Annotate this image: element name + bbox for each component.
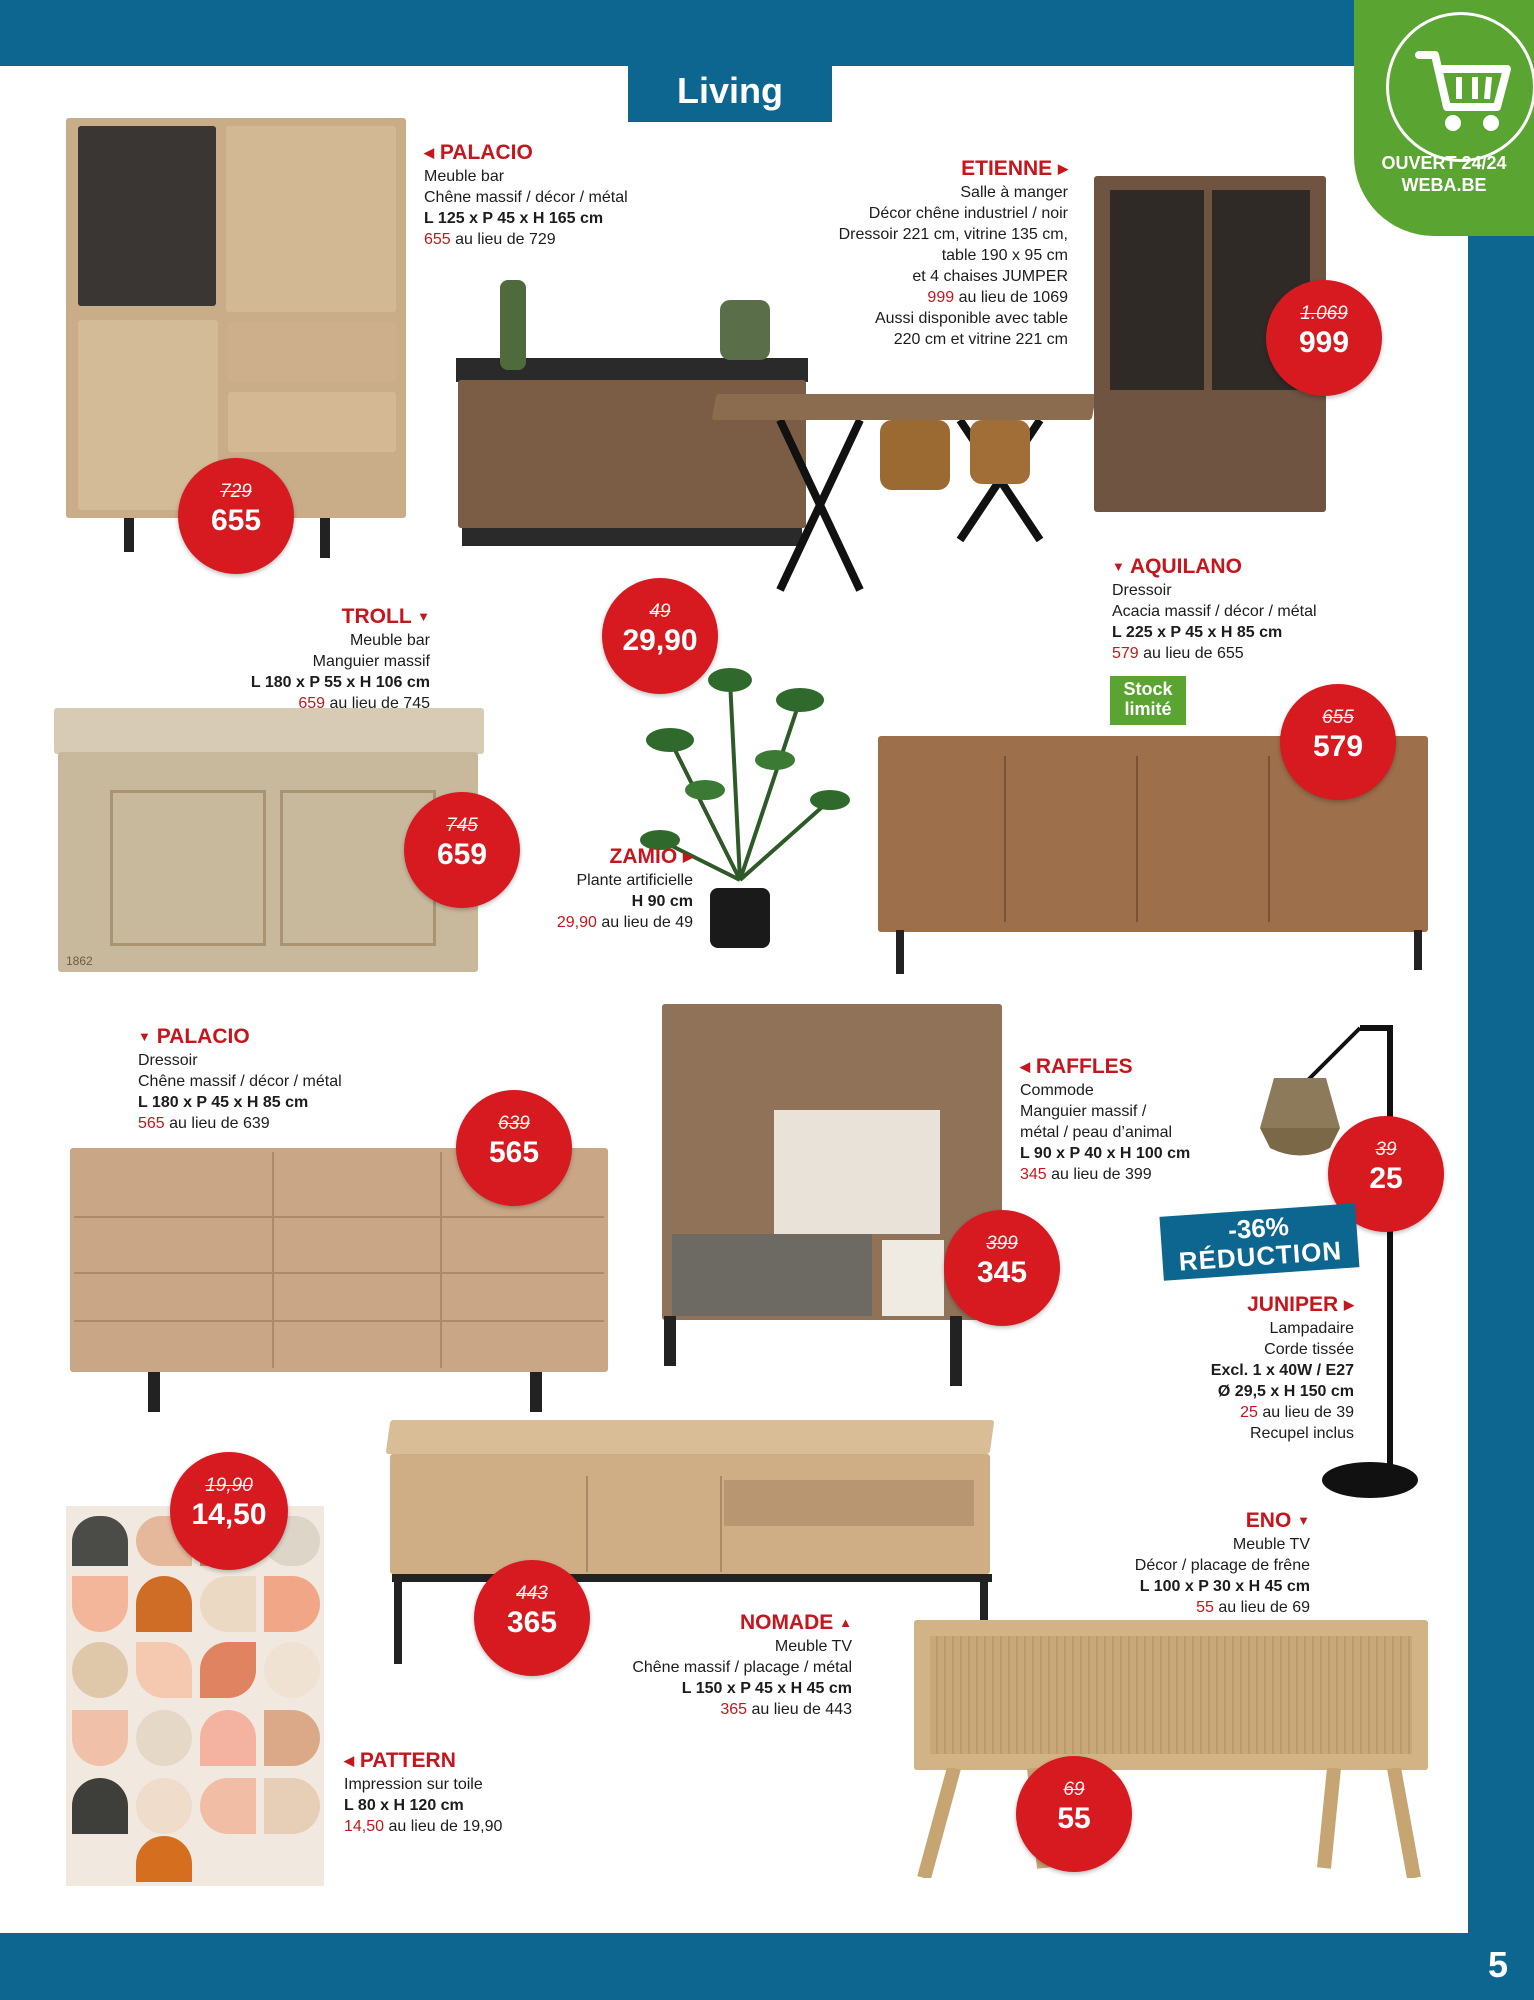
price-bubble-troll: 745 659	[404, 792, 520, 908]
product-title[interactable]: NOMADE ▲	[739, 1611, 852, 1634]
price-bubble-pattern: 19,90 14,50	[170, 1452, 288, 1570]
raffles-info: ◀ RAFFLES Commode Manguier massif / métal / peau d’animal L 90 x P 40 x H 100 cm 345 au lieu de 399	[1020, 1055, 1191, 1183]
arrow-right-icon: ▶	[1344, 1297, 1354, 1312]
arrow-left-icon: ◀	[424, 145, 434, 160]
top-frame-band	[0, 0, 1534, 66]
pattern-info: ◀ PATTERN Impression sur toile L 80 x H 120 cm 14,50 au lieu de 19,90	[344, 1749, 503, 1835]
price-bubble-etienne: 1.069 999	[1266, 280, 1382, 396]
product-title[interactable]: JUNIPER ▶	[1247, 1293, 1354, 1316]
nomade-info: NOMADE ▲ Meuble TV Chêne massif / placage / métal L 150 x P 45 x H 45 cm 365 au lieu de 443	[632, 1611, 852, 1718]
bottom-frame-band	[0, 1933, 1534, 2000]
product-title[interactable]: ◀ PALACIO	[424, 141, 533, 164]
aquilano-info: ▼ AQUILANO Dressoir Acacia massif / décor / métal L 225 x P 45 x H 85 cm 579 au lieu de 655	[1112, 555, 1317, 662]
price-bubble-eno: 69 55	[1016, 1756, 1132, 1872]
product-title[interactable]: ENO ▼	[1245, 1509, 1310, 1532]
product-title[interactable]: ◀ RAFFLES	[1020, 1055, 1133, 1078]
troll-print-year: 1862	[66, 954, 93, 968]
section-title: Living	[628, 64, 832, 122]
right-frame-band	[1468, 0, 1534, 2000]
etienne-info: ETIENNE ▶ Salle à manger Décor chêne industriel / noir Dressoir 221 cm, vitrine 135 cm, table 190 x 95 cm et 4 chaises JUMPER 999 au lieu de 1069 Aussi disponible avec table 220 cm et vitrine 221 cm	[838, 157, 1068, 348]
product-title[interactable]: ◀ PATTERN	[344, 1749, 456, 1772]
product-title[interactable]: ETIENNE ▶	[961, 157, 1068, 180]
reduction-badge: -36% RÉDUCTION	[1159, 1203, 1360, 1296]
arrow-down-icon: ▼	[1112, 559, 1125, 574]
troll-info: TROLL ▼ Meuble bar Manguier massif L 180 x P 55 x H 106 cm 659 au lieu de 745	[250, 605, 430, 712]
price-bubble-palacio-bar: 729 655	[178, 458, 294, 574]
arrow-right-icon: ▶	[1058, 161, 1068, 176]
juniper-info: JUNIPER ▶ Lampadaire Corde tissée Excl. 1 x 40W / E27 Ø 29,5 x H 150 cm 25 au lieu de 39 Recupel inclus	[1210, 1293, 1354, 1442]
shopping-cart-icon	[1386, 12, 1534, 162]
eno-info: ENO ▼ Meuble TV Décor / placage de frêne L 100 x P 30 x H 45 cm 55 au lieu de 69	[1134, 1509, 1310, 1616]
arrow-down-icon: ▼	[138, 1029, 151, 1044]
price-bubble-raffles: 399 345	[944, 1210, 1060, 1326]
arrow-left-icon: ◀	[1020, 1059, 1030, 1074]
arrow-down-icon: ▼	[1297, 1513, 1310, 1528]
arrow-up-icon: ▲	[839, 1615, 852, 1630]
price-bubble-nomade: 443 365	[474, 1560, 590, 1676]
zamio-info: ZAMIO ▶ Plante artificielle H 90 cm 29,90 au lieu de 49	[556, 845, 693, 931]
arrow-down-icon: ▼	[417, 609, 430, 624]
price-bubble-palacio-dressoir: 639 565	[456, 1090, 572, 1206]
arrow-right-icon: ▶	[683, 849, 693, 864]
price-bubble-juniper: 39 25	[1328, 1116, 1444, 1232]
product-title[interactable]: ▼ PALACIO	[138, 1025, 250, 1048]
palacio-bar-info: ◀ PALACIO Meuble bar Chêne massif / décor / métal L 125 x P 45 x H 165 cm 655 au lieu de 729	[424, 141, 628, 248]
palacio-dressoir-info: ▼ PALACIO Dressoir Chêne massif / décor / métal L 180 x P 45 x H 85 cm 565 au lieu de 639	[138, 1025, 342, 1132]
page-number: 5	[1487, 1944, 1508, 1985]
product-title[interactable]: TROLL ▼	[341, 605, 430, 628]
shop-online-text: OUVERT 24/24 WEBA.BE	[1381, 153, 1507, 195]
price-bubble-aquilano: 655 579	[1280, 684, 1396, 800]
product-title[interactable]: ▼ AQUILANO	[1112, 555, 1242, 578]
pattern-canvas-image	[66, 1506, 324, 1886]
product-title[interactable]: ZAMIO ▶	[609, 845, 693, 868]
price-bubble-zamio: 49 29,90	[602, 578, 718, 694]
stock-limited-badge: Stock limité	[1110, 676, 1186, 725]
arrow-left-icon: ◀	[344, 1753, 354, 1768]
